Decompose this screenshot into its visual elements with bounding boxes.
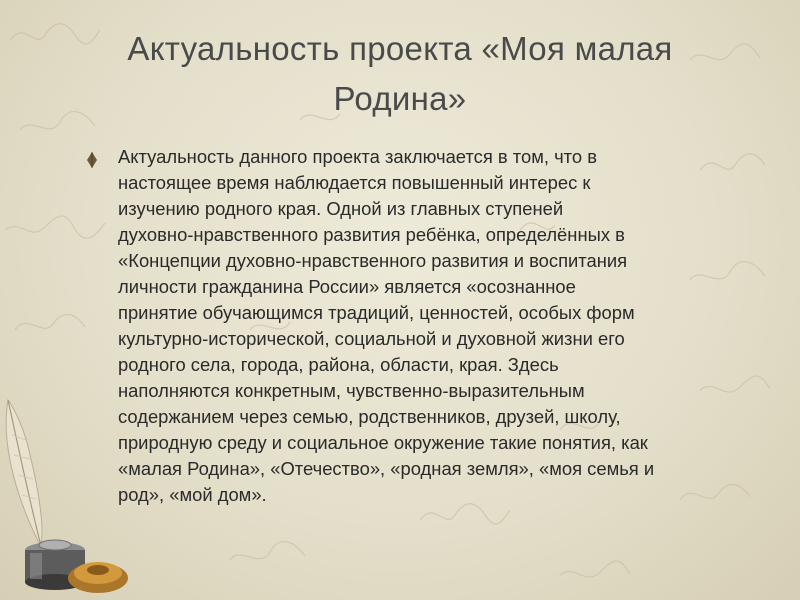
body-line: принятие обучающимся традиций, ценностей, особых форм [118,302,635,323]
body-line: родного села, города, района, области, края. Здесь [118,354,559,375]
slide-title-line: Актуальность проекта «Моя малая [127,30,673,67]
body-line: личности гражданина России» является «осознанное [118,276,576,297]
body-line: духовно-нравственного развития ребёнка, определённых в [118,224,625,245]
body-line: настоящее время наблюдается повышенный интерес к [118,172,591,193]
body-line: содержанием через семью, родственников, друзей, школу, [118,406,621,427]
body-line: род», «мой дом». [118,484,267,505]
quill-and-inkwell-icon [0,395,135,600]
slide-title-line: Родина» [333,80,467,117]
body-line: наполняются конкретным, чувственно-выразительным [118,380,585,401]
body-paragraph [118,144,768,508]
body-line: Актуальность данного проекта заключается в том, что в [118,146,597,167]
body-line: культурно-исторической, социальной и духовной жизни его [118,328,625,349]
diamond-bullet-icon [86,151,98,169]
body-line: изучению родного края. Одной из главных ступеней [118,198,564,219]
body-line: «малая Родина», «Отечество», «родная земля», «моя семья и [118,458,655,479]
body-line: природную среду и социальное окружение такие понятия, как [118,432,648,453]
body-line: «Концепции духовно-нравственного развития и воспитания [118,250,628,271]
slide-title [60,24,740,124]
